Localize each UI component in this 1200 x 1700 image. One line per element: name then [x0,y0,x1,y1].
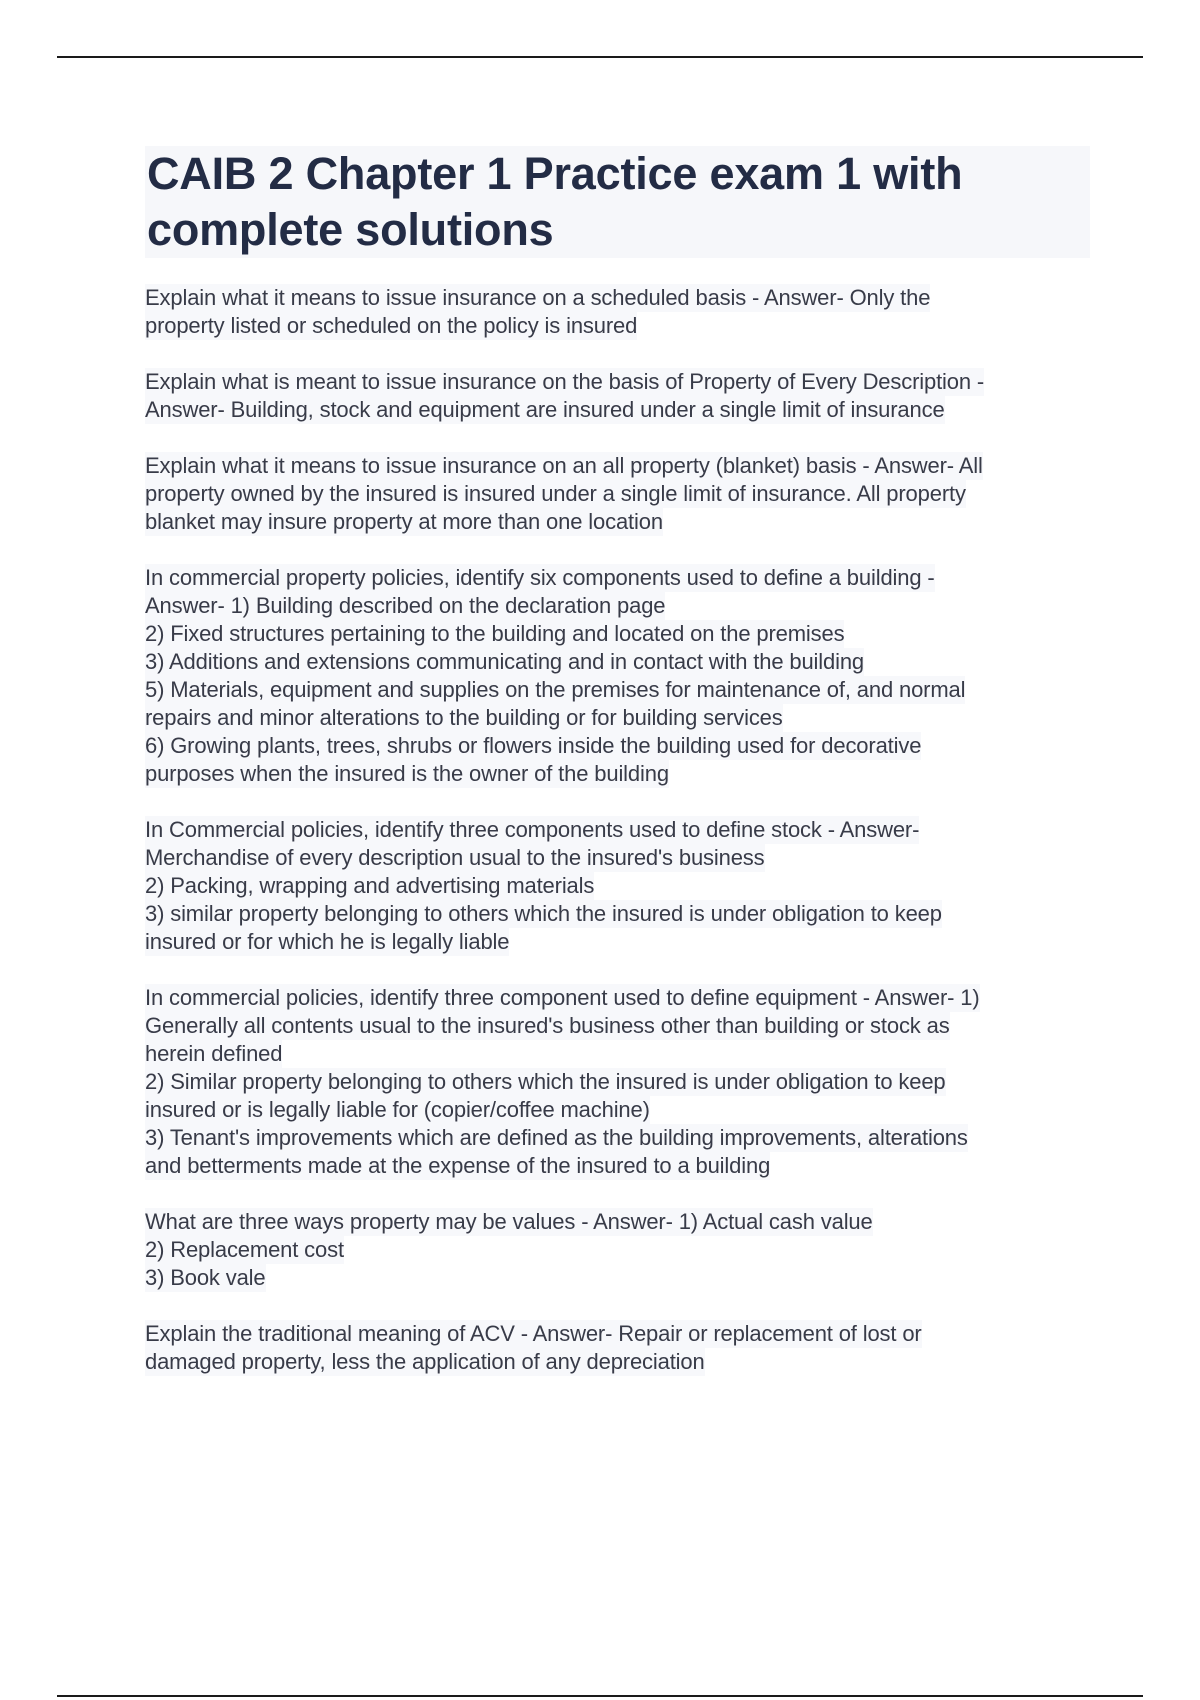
title-line: complete solutions [147,204,554,255]
text-line-highlight [145,928,509,956]
qa-text-line: 3) Additions and extensions communicating and in contact with the building [145,649,865,674]
qa-text-line: damaged property, less the application of any depreciation [145,1349,705,1374]
text-line-highlight [145,452,983,480]
document-title [145,146,1090,258]
qa-text-line: purposes when the insured is the owner of the building [145,761,669,786]
qa-text-line: Answer- 1) Building described on the declaration page [145,593,666,618]
text-line-highlight [145,816,919,844]
text-line-highlight [145,676,965,704]
text-line-highlight [145,1152,770,1180]
qa-text-line: Answer- Building, stock and equipment are insured under a single limit of insurance [145,397,945,422]
qa-text-line: 2) Packing, wrapping and advertising materials [145,873,595,898]
qa-text-line: 2) Fixed structures pertaining to the building and located on the premises [145,621,845,646]
text-line-highlight [145,1236,344,1264]
qa-entry [145,368,1090,424]
text-line-highlight [145,844,765,872]
text-line-highlight [145,620,844,648]
text-line-highlight [145,732,921,760]
text-line-highlight [145,1124,968,1152]
text-line-highlight [145,704,783,732]
qa-text-line: What are three ways property may be values - Answer- 1) Actual cash value [145,1209,873,1234]
qa-entry [145,452,1090,536]
text-line-highlight [145,284,930,312]
text-line-highlight [145,1096,650,1124]
text-line-highlight [145,564,935,592]
text-line-highlight [145,480,966,508]
qa-entry [145,1320,1090,1376]
text-line-highlight [145,508,663,536]
text-line-highlight [145,984,980,1012]
qa-text-line: insured or is legally liable for (copier/coffee machine) [145,1097,650,1122]
qa-text-line: 2) Similar property belonging to others which the insured is under obligation to keep [145,1069,946,1094]
qa-entry [145,564,1090,788]
text-line-highlight [145,1320,922,1348]
qa-entry [145,816,1090,956]
qa-text-line: repairs and minor alterations to the building or for building services [145,705,783,730]
qa-text-line: 3) Tenant's improvements which are defined as the building improvements, alterations [145,1125,968,1150]
qa-text-line: 5) Materials, equipment and supplies on the premises for maintenance of, and normal [145,677,966,702]
qa-text-line: Merchandise of every description usual to the insured's business [145,845,765,870]
qa-text-line: property owned by the insured is insured under a single limit of insurance. All property [145,481,966,506]
qa-entry [145,984,1090,1180]
text-line-highlight [145,1068,946,1096]
qa-list [145,284,1090,1376]
text-line-highlight [145,368,984,396]
qa-text-line: In commercial policies, identify three component used to define equipment - Answer- 1) [145,985,980,1010]
title-line: CAIB 2 Chapter 1 Practice exam 1 with [147,148,963,199]
qa-text-line: insured or for which he is legally liable [145,929,510,954]
text-line-highlight [145,1012,950,1040]
qa-text-line: blanket may insure property at more than one location [145,509,663,534]
qa-entry [145,284,1090,340]
text-line-highlight [145,592,665,620]
qa-text-line: Explain the traditional meaning of ACV - Answer- Repair or replacement of lost or [145,1321,922,1346]
text-line-highlight [145,312,637,340]
text-line-highlight [145,1040,282,1068]
qa-text-line: property listed or scheduled on the policy is insured [145,313,638,338]
text-line-highlight [145,648,864,676]
qa-text-line: 6) Growing plants, trees, shrubs or flowers inside the building used for decorative [145,733,922,758]
text-line-highlight [145,900,942,928]
text-line-highlight [145,760,669,788]
qa-text-line: 3) similar property belonging to others which the insured is under obligation to keep [145,901,942,926]
qa-text-line: In Commercial policies, identify three components used to define stock - Answer- [145,817,920,842]
qa-text-line: and betterments made at the expense of the insured to a building [145,1153,771,1178]
qa-text-line: Explain what is meant to issue insurance on the basis of Property of Every Description - [145,369,985,394]
qa-text-line: 3) Book vale [145,1265,266,1290]
bottom-divider [57,1695,1143,1697]
text-line-highlight [145,396,945,424]
qa-text-line: herein defined [145,1041,283,1066]
text-line-highlight [145,1264,266,1292]
qa-entry [145,1208,1090,1292]
top-divider [57,56,1143,58]
qa-text-line: 2) Replacement cost [145,1237,344,1262]
text-line-highlight [145,1348,705,1376]
text-line-highlight [145,872,594,900]
qa-text-line: Explain what it means to issue insurance on an all property (blanket) basis - Answer- All [145,453,983,478]
document-body [145,146,1090,1404]
text-line-highlight [145,1208,873,1236]
qa-text-line: In commercial property policies, identify six components used to define a building - [145,565,935,590]
qa-text-line: Generally all contents usual to the insured's business other than building or stock as [145,1013,950,1038]
qa-text-line: Explain what it means to issue insurance on a scheduled basis - Answer- Only the [145,285,931,310]
